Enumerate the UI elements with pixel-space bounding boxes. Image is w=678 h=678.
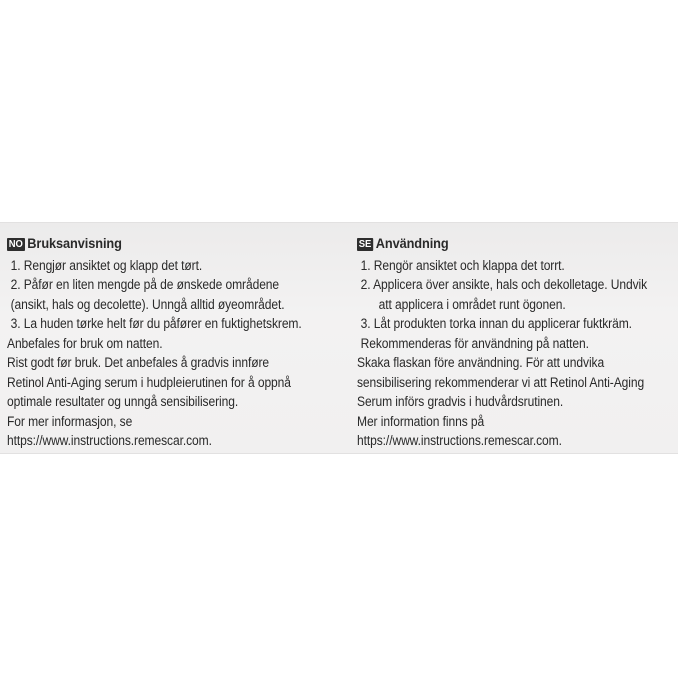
no-step-2: 2. Påfør en liten mengde på de ønskede områdene: [10, 277, 280, 292]
se-step-1: 1. Rengör ansiktet och klappa det torrt.: [360, 257, 565, 273]
swedish-heading: [357, 235, 678, 255]
no-note-line-1: Rist godt før bruk. Det anbefales å gradvis innføre: [7, 355, 270, 370]
no-step-2-cont: (ansikt, hals og decolette). Unngå alltid øyeområdet.: [10, 296, 285, 312]
instruction-label: [0, 222, 678, 454]
norwegian-heading: [7, 235, 340, 255]
no-info-url: https://www.instructions.remescar.com.: [7, 433, 212, 448]
no-note-night: Anbefales for bruk om natten.: [7, 335, 163, 351]
se-note-night: Rekommenderas för användning på natten.: [360, 335, 589, 351]
language-badge-se: SE: [358, 238, 372, 251]
no-step-3: 3. La huden tørke helt før du påfører en fuktighetskrem.: [10, 316, 302, 331]
no-note-line-2: Retinol Anti-Aging serum i hudpleierutinen for å oppnå: [7, 374, 291, 390]
no-info-text: For mer informasjon, se: [7, 413, 133, 429]
se-info-url: https://www.instructions.remescar.com.: [357, 433, 562, 448]
se-step-3: 3. Låt produkten torka innan du applicerar fuktkräm.: [360, 316, 632, 331]
se-step-2-cont: att applicera i området runt ögonen.: [378, 296, 566, 312]
se-note-line-3: Serum införs gradvis i hudvårdsrutinen.: [357, 394, 564, 409]
norwegian-heading-text: Bruksanvisning: [27, 236, 122, 252]
se-step-2: 2. Applicera över ansikte, hals och dekolletage. Undvik: [360, 277, 648, 292]
swedish-heading-text: Användning: [375, 236, 449, 252]
norwegian-instructions: [7, 235, 340, 451]
no-note-line-3: optimale resultater og unngå sensibilisering.: [7, 394, 239, 409]
swedish-instructions: [357, 235, 678, 451]
se-note-line-2: sensibilisering rekommenderar vi att Retinol Anti-Aging: [357, 374, 645, 390]
language-badge-no: NO: [8, 238, 23, 251]
se-note-line-1: Skaka flaskan före användning. För att undvika: [357, 355, 605, 370]
no-step-1: 1. Rengjør ansiktet og klapp det tørt.: [10, 257, 203, 273]
se-info-text: Mer information finns på: [357, 413, 485, 429]
